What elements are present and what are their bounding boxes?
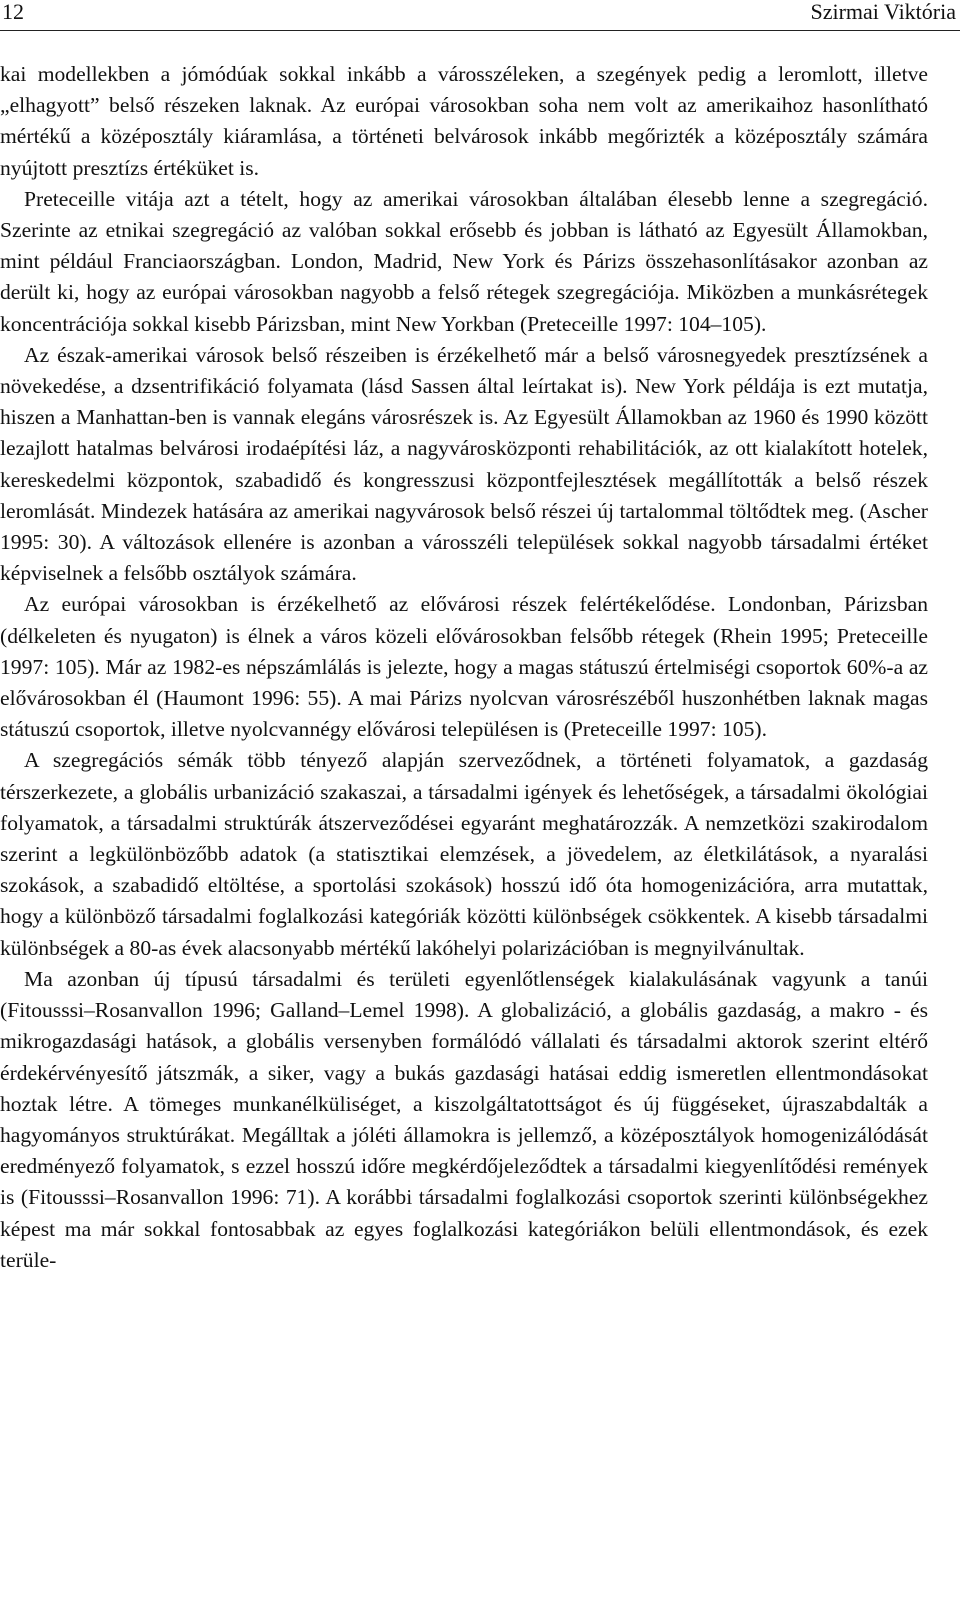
page-number: 12 [2, 0, 24, 24]
paragraph: Az észak-amerikai városok belső részeiben is érzékelhető már a belső városnegyedek presztízsének a növekedése, a dzsentrifikáció folyamata (lásd Sassen által leírtakat is). New York példája is ezt mutatja, hiszen a Manhattan-ben is vannak elegáns városrészek is. Az Egyesült Államokban az 1960 és 1990 között lezajlott hatalmas belvárosi irodaépítési láz, a nagyvárosközponti rehabilitációk, az ott kialakított hotelek, kereskedelmi központok, szabadidő és kongresszusi központfejlesztések megállították a belső részek leromlását. Mindezek hatására az amerikai nagyvárosok belső részei új tartalommal töltődtek meg. (Ascher 1995: 30). A változások ellenére is azonban a városszéli települések sokkal nagyobb társadalmi értéket képviselnek a felsőbb osztályok számára. [0, 342, 928, 586]
paragraph: A szegregációs sémák több tényező alapján szerveződnek, a történeti folyamatok, a gazdaság térszerkezete, a globális urbanizáció szakaszai, a társadalmi igények és lehetőségek, a társadalmi ökológiai folyamatok, a társadalmi struktúrák átszerveződései egyaránt meghatározzák. A nemzetközi szakirodalom szerint a legkülönbözőbb adatok (a statisztikai elemzések, a jövedelem, az életkilátások, a nyaralási szokások, a szabadidő eltöltése, a sportolási szokások) hosszú idő óta homogenizációra, arra mutattak, hogy a különböző társadalmi foglalkozási kategóriák közötti különbségek csökkentek. A kisebb társadalmi különbségek a 80-as évek alacsonyabb mértékű lakóhelyi polarizációban is megnyilvánultak. [0, 748, 928, 960]
paragraph: Az európai városokban is érzékelhető az elővárosi részek felértékelődése. Londonban, Párizsban (délkeleten és nyugaton) is élnek a város közeli elővárosokban felsőbb rétegek (Rhein 1995; Preteceille 1997: 105). Már az 1982-es népszámlálás is jelezte, hogy a magas státuszú értelmiségi csoportok 60%-a az elővárosokban él (Haumont 1996: 55). A mai Párizs nyolcvan városrészéből huszonhétben laknak magas státuszú csoportok, illetve nyolcvannégy elővárosi településen is (Preteceille 1997: 105). [0, 592, 928, 742]
paragraph-continued: kai modellekben a jómódúak sokkal inkább a városszéleken, a szegények pedig a leromlott, illetve „elhagyott” belső részeken laknak. Az európai városokban soha nem volt az amerikaihoz hasonlítható mértékű a középosztály kiáramlása, a történeti belvárosok inkább megőrizték a középosztály számára nyújtott presztízs értéküket is. [0, 62, 928, 180]
running-head-author: Szirmai Viktória [810, 0, 956, 24]
running-header [0, 0, 960, 31]
body-text [0, 59, 928, 1276]
paragraph: Preteceille vitája azt a tételt, hogy az amerikai városokban általában élesebb lenne a szegregáció. Szerinte az etnikai szegregáció az valóban sokkal erősebb és jobban is látható az Egyesült Államokban, mint például Franciaországban. London, Madrid, New York és Párizs összehasonlításakor azonban az derült ki, hogy az európai városokban nagyobb a felső rétegek szegregációja. Miközben a munkásrétegek koncentrációja sokkal kisebb Párizsban, mint New Yorkban (Preteceille 1997: 104–105). [0, 186, 928, 336]
paragraph: Ma azonban új típusú társadalmi és területi egyenlőtlenségek kialakulásának vagyunk a tanúi (Fitousssi–Rosanvallon 1996; Galland–Lemel 1998). A globalizáció, a globális gazdaság, a makro - és mikrogazdasági hatások, a globális versenyben formálódó vállalati és társadalmi aktorok szerint eltérő érdekérvényesítő játszmák, a siker, vagy a bukás gazdasági hatásai eddig ismeretlen ellentmondásokat hoztak létre. A tömeges munkanélküliséget, a kiszolgáltatottságot és új függéseket, újraszabdalták a hagyományos struktúrákat. Megálltak a jóléti államokra is jellemző, a középosztályok homogenizálódását eredményező folyamatok, s ezzel hosszú időre megkérdőjeleződtek a társadalmi kiegyenlítődési remények is (Fitousssi–Rosanvallon 1996: 71). A korábbi társadalmi foglalkozási csoportok szerinti különbségekhez képest ma már sokkal fontosabbak az egyes foglalkozási kategóriákon belüli ellentmondások, és ezek terüle- [0, 966, 928, 1272]
